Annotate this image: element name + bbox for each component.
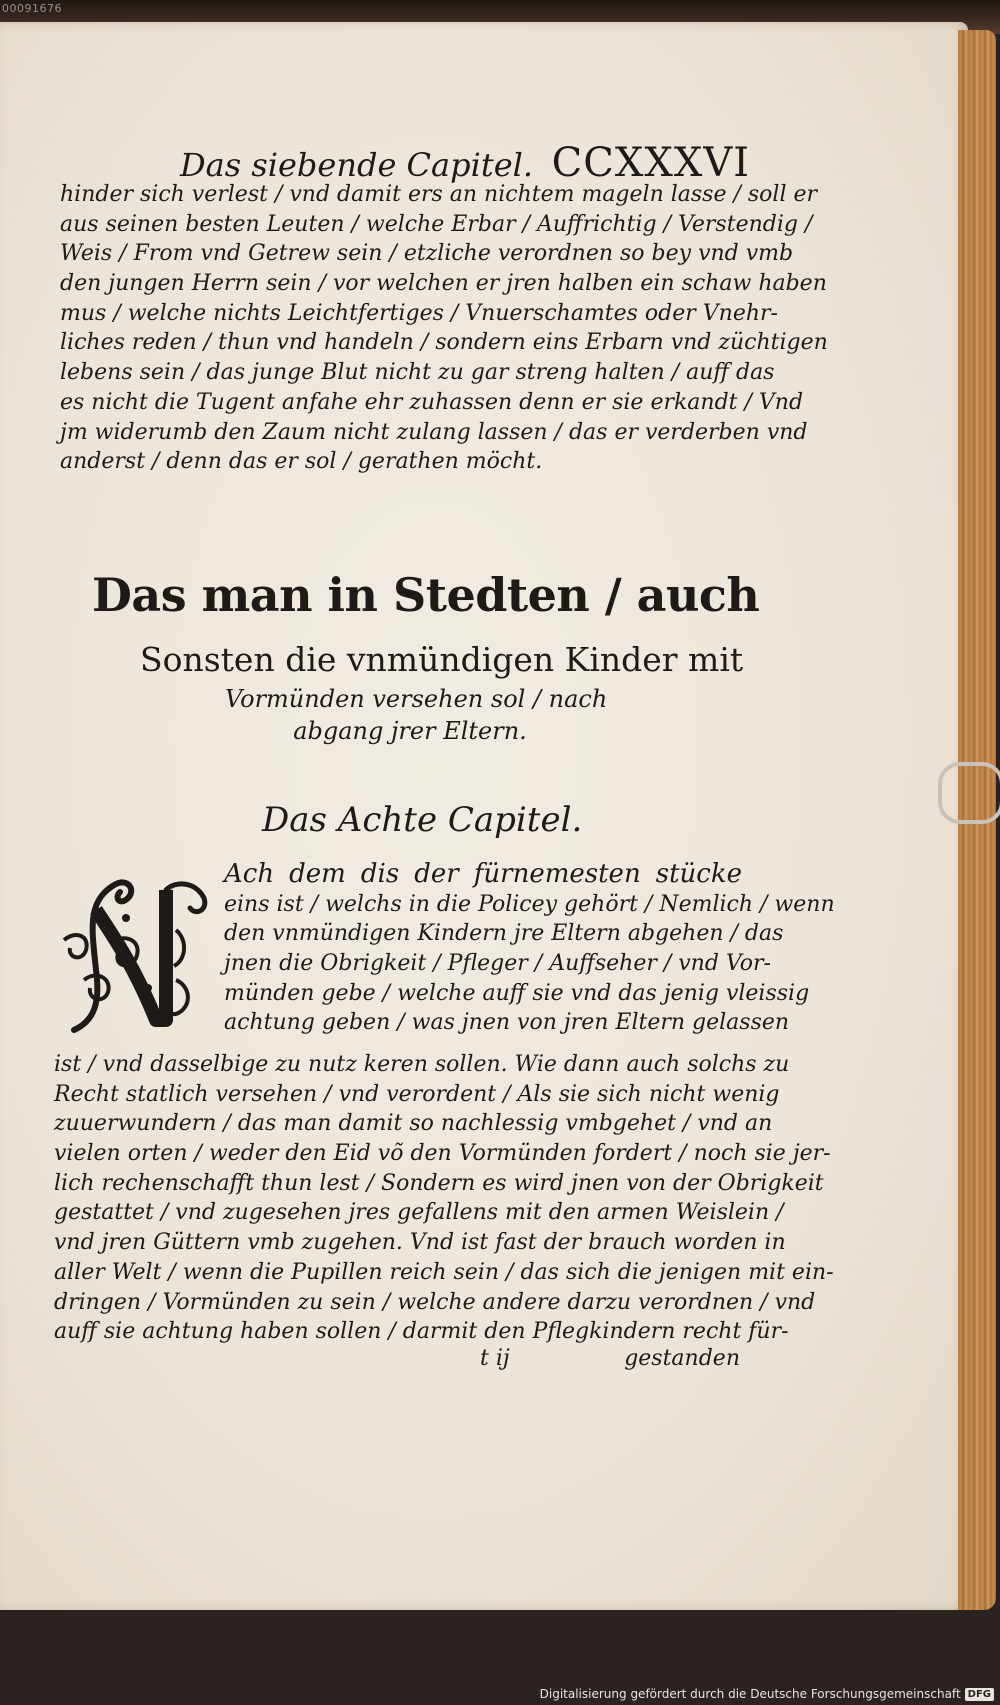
text-line: achtung geben / was jnen von jren Eltern gelassen (224, 1010, 790, 1036)
text-line: aller Welt / wenn die Pupillen reich sein / das sich die jenigen mit ein- (54, 1259, 834, 1285)
page-footer (480, 1346, 740, 1371)
text-line: zuuerwundern / das man damit so nachlessig vmbgehet / vnd an (54, 1111, 773, 1137)
text-line: Weis / From vnd Getrew sein / etzliche verordnen so bey vnd vmb (60, 241, 794, 267)
section-heading-line-4: abgang jrer Eltern. (293, 717, 527, 745)
scan-footer (0, 1610, 1000, 1705)
main-paragraph (54, 1050, 834, 1347)
continuation-paragraph (60, 180, 828, 477)
text-line: mus / welche nichts Leichtfertiges / Vnuerschamtes oder Vnehr- (60, 300, 778, 326)
signature-mark: t ij (480, 1346, 510, 1371)
folio-number: CCXXXVI (551, 140, 750, 186)
text-line: liches reden / thun vnd handeln / sondern eins Erbarn vnd züchtigen (60, 330, 828, 356)
text-line: jnen die Obrigkeit / Pfleger / Auffseher / vnd Vor- (224, 951, 771, 977)
text-line: den vnmündigen Kindern jre Eltern abgehen / das (224, 921, 784, 947)
text-line: gestattet / vnd zugesehen jres gefallens mit den armen Weislein / (54, 1200, 784, 1226)
clip-mark (938, 762, 1000, 824)
section-heading-line-1: Das man in Stedten / auch (92, 568, 760, 622)
decorated-initial-icon (56, 870, 216, 1040)
text-line: anderst / denn das er sol / gerathen möcht. (60, 449, 543, 475)
running-title: Das siebende Capitel. (180, 146, 534, 184)
indented-paragraph (224, 859, 835, 1038)
text-line: lebens sein / das junge Blut nicht zu gar streng halten / auff das (60, 360, 775, 386)
shelfmark: 00091676 (2, 2, 62, 15)
dfg-logo-icon: DFG (965, 1688, 994, 1701)
text-line: es nicht die Tugent anfahe ehr zuhassen denn er sie erkandt / Vnd (60, 389, 804, 415)
text-line: auff sie achtung haben sollen / darmit den Pflegkindern recht für- (54, 1319, 789, 1345)
text-line: jm widerumb den Zaum nicht zulang lassen / das er verderben vnd (60, 419, 808, 445)
text-line: dringen / Vormünden zu sein / welche andere darzu verordnen / vnd (54, 1289, 816, 1315)
credit-text: Digitalisierung gefördert durch die Deutsche Forschungsgemeinschaft (539, 1687, 961, 1701)
text-line: vnd jren Güttern vmb zugehen. Vnd ist fast der brauch worden in (54, 1230, 786, 1256)
catchword: gestanden (624, 1346, 740, 1371)
text-line: ist / vnd dasselbige zu nutz keren sollen. Wie dann auch solchs zu (54, 1052, 790, 1077)
decorated-initial (56, 870, 216, 1040)
text-line: Ach dem dis der fürnemesten stücke (224, 859, 742, 889)
section-heading-line-3: Vormünden versehen sol / nach (225, 685, 608, 713)
text-line: eins ist / welchs in die Policey gehört / Nemlich / wenn (224, 891, 835, 917)
digitization-credit (540, 1687, 994, 1701)
text-line: hinder sich verlest / vnd damit ers an nichtem mageln lasse / soll er (60, 182, 818, 207)
text-line: Recht statlich versehen / vnd verordent / Als sie sich nicht wenig (54, 1081, 780, 1107)
text-line: aus seinen besten Leuten / welche Erbar / Auffrichtig / Verstendig / (60, 211, 813, 237)
section-heading-line-2: Sonsten die vnmündigen Kinder mit (140, 640, 744, 679)
chapter-title: Das Achte Capitel. (262, 800, 583, 840)
text-line: vielen orten / weder den Eid võ den Vormünden fordert / noch sie jer- (54, 1141, 831, 1167)
text-line: den jungen Herrn sein / vor welchen er jren halben ein schaw haben (60, 271, 827, 297)
text-line: münden gebe / welche auff sie vnd das jenig vleissig (224, 980, 810, 1006)
text-line: lich rechenschafft thun lest / Sondern es wird jnen von der Obrigkeit (54, 1170, 824, 1196)
